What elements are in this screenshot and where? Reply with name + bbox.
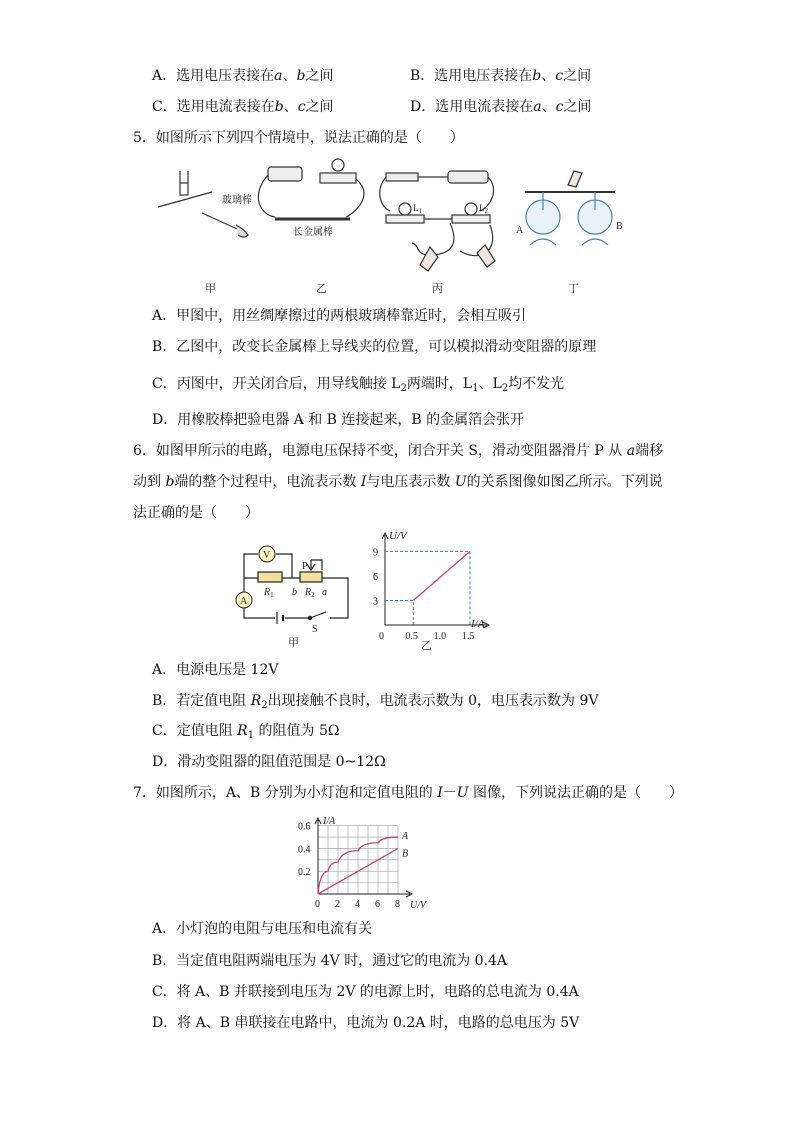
q6-circuit — [230, 540, 360, 650]
q6-circuit-S: S — [312, 624, 318, 635]
q5-caption-ding: 丁 — [568, 283, 579, 295]
q7-option-c: C．将 A、B 并联接到电压为 2V 的电源上时，电路的总电流为 0.4A — [152, 984, 579, 1000]
q4-a-var1: a — [274, 68, 283, 84]
q4-option-c — [152, 97, 334, 117]
q6-l2-pre: 动到 — [133, 474, 166, 490]
q4-d-text: D．选用电流表接在 — [410, 99, 534, 115]
q4-b-var1: b — [532, 68, 542, 84]
q7-option-d: D．将 A、B 串联接在电路中，电流为 0.2A 时，电路的总电压为 5V — [152, 1015, 580, 1031]
q6-l1-pre: 6．如图甲所示的电路，电源电压保持不变，闭合开关 S，滑动变阻器滑片 P 从 — [133, 443, 627, 459]
q5-c-sep: 、L — [478, 376, 502, 392]
q6-graph — [365, 525, 495, 655]
q6-b-sub: 2 — [261, 700, 268, 711]
q6-xtick-label: 1.0 — [433, 631, 447, 642]
q6-ylabel: U/V — [389, 530, 407, 542]
q6-circuit-caption: 甲 — [288, 637, 299, 649]
q7-series-label: A — [402, 831, 409, 843]
q5-fig-yi — [258, 159, 364, 219]
q6-l2-mid2: 与电压表示数 — [366, 474, 455, 490]
q6-ytick-label: 3 — [373, 596, 378, 608]
q6-b-R: R — [250, 693, 262, 709]
q6-circuit-R2: $R_2$ — [305, 587, 315, 599]
q5-caption-yi: 乙 — [316, 283, 327, 295]
q6-option-c — [152, 721, 340, 746]
q7-stem — [133, 783, 683, 803]
q5-fig-L1: $L_1$ — [413, 203, 422, 215]
q7-ytick-label: 0.6 — [298, 821, 311, 833]
q4-a-sep: 、 — [282, 68, 297, 84]
q5-c-sub2: 2 — [400, 383, 407, 394]
q6-c-pre: C．定值电阻 — [152, 723, 238, 739]
q6-stem-line2 — [133, 472, 663, 492]
q5-option-d: D．用橡胶棒把验电器 A 和 B 连接起来，B 的金属箔会张开 — [152, 412, 525, 428]
q4-d-var1: a — [533, 99, 542, 115]
q5-option-a: A．甲图中，用丝绸摩擦过的两根玻璃棒靠近时，会相互吸引 — [152, 308, 527, 324]
q6-c-sub: 1 — [247, 730, 255, 741]
q6-l2-b: b — [165, 474, 175, 490]
q5-c-pre: C．丙图中，开关闭合后，用导线触接 L — [152, 376, 401, 392]
q7-ytick-label: 0.2 — [298, 867, 311, 879]
q7-stem-pre: 7．如图所示，A、B 分别为小灯泡和定值电阻的 — [133, 785, 438, 801]
q4-a-var2: b — [296, 68, 306, 84]
q5-fig-B: B — [616, 221, 623, 232]
q7-graph — [295, 812, 440, 912]
q6-ytick-label: 6 — [373, 571, 378, 583]
q6-l2-U: U — [454, 474, 467, 490]
q6-stem-line1 — [133, 441, 663, 461]
q4-c-sep: 、 — [283, 99, 298, 115]
q6-graph-caption: 乙 — [421, 640, 432, 652]
q6-option-d: D．滑动变阻器的阻值范围是 0~12Ω — [152, 754, 386, 770]
q4-option-a — [152, 66, 333, 86]
q6-xtick-label: 0 — [379, 631, 384, 642]
q6-xtick-label: 1.5 — [462, 631, 475, 642]
q5-fig-bing — [380, 171, 495, 271]
q6-l2-post: 的关系图像如图乙所示。下列说 — [466, 474, 663, 490]
q6-option-a: A．电源电压是 12V — [152, 662, 279, 678]
q4-a-post: 之间 — [305, 68, 334, 84]
q6-c-post: 的阻值为 5Ω — [254, 723, 340, 739]
q4-c-text: C．选用电流表接在 — [152, 99, 275, 115]
q6-l1-a: a — [626, 443, 636, 459]
q5-caption-jia: 甲 — [205, 283, 216, 295]
q7-option-a: A．小灯泡的电阻与电压和电流有关 — [152, 921, 373, 937]
q4-d-var2: c — [555, 99, 564, 115]
q7-ylabel: I/A — [323, 816, 336, 827]
q4-a-text: A．选用电压表接在 — [152, 68, 275, 84]
q5-fig-ding — [525, 171, 615, 245]
q5-fig-L2: $L_2$ — [479, 203, 488, 215]
q6-b-post: 出现接触不良时，电流表示数为 0，电压表示数为 9V — [267, 693, 599, 709]
q7-xtick-label: 0 — [315, 899, 320, 910]
q4-b-var2: c — [555, 68, 564, 84]
q7-stem-dash: － — [442, 785, 457, 801]
q6-data-line — [413, 551, 470, 600]
q5-c-sub3: 2 — [501, 383, 509, 394]
q6-guide-line — [385, 600, 413, 625]
q5-fig-yi-label: 长金属棒 — [293, 227, 333, 238]
q6-circuit-a: a — [322, 587, 327, 598]
q5-caption-bing: 丙 — [432, 283, 443, 295]
q7-stem-I: I — [437, 785, 443, 801]
q6-option-b — [152, 691, 599, 716]
q6-l2-I: I — [360, 474, 367, 490]
q4-b-sep: 、 — [541, 68, 556, 84]
q6-circuit-R1: $R_1$ — [264, 587, 274, 599]
q6-xtick-label: 0.5 — [405, 631, 418, 642]
q6-stem-line3: 法正确的是（ ） — [133, 505, 259, 521]
q4-d-post: 之间 — [563, 99, 592, 115]
q7-ytick-label: 0.4 — [298, 844, 311, 856]
q6-circuit-b: b — [292, 587, 297, 598]
q7-xtick-label: 8 — [395, 899, 400, 910]
q6-circuit-V: V — [263, 550, 271, 561]
q5-figure — [150, 155, 630, 297]
q7-stem-U: U — [456, 785, 469, 801]
q5-fig-jia-label: 玻璃棒 — [222, 195, 252, 206]
q5-fig-A: A — [516, 225, 524, 236]
q6-c-R: R — [237, 723, 248, 739]
q4-c-post: 之间 — [305, 99, 334, 115]
q6-circuit-A: A — [240, 596, 248, 607]
q4-option-d — [410, 97, 591, 117]
q5-c-sub1: 1 — [472, 383, 479, 394]
q5-option-b: B．乙图中，改变长金属棒上导线夹的位置，可以模拟滑动变阻器的原理 — [152, 339, 597, 355]
q7-series-label: B — [402, 848, 409, 860]
q6-circuit-P: P — [302, 561, 308, 572]
q4-option-b — [410, 66, 591, 86]
q6-ytick-label: 9 — [373, 547, 378, 559]
q4-b-text: B．选用电压表接在 — [410, 68, 533, 84]
q4-c-var2: c — [297, 99, 306, 115]
q5-c-post: 均不发光 — [508, 376, 565, 392]
q5-c-mid: 两端时，L — [406, 376, 473, 392]
q4-d-sep: 、 — [541, 99, 556, 115]
q7-xlabel: U/V — [410, 900, 427, 911]
q6-l1-post: 端移 — [635, 443, 664, 459]
q7-option-b: B．当定值电阻两端电压为 4V 时，通过它的电流为 0.4A — [152, 953, 508, 969]
q5-stem: 5．如图所示下列四个情境中，说法正确的是（ ） — [133, 130, 464, 146]
q7-xtick-label: 6 — [375, 899, 380, 910]
q6-l2-mid1: 端的整个过程中，电流表示数 — [174, 474, 361, 490]
q6-xlabel: I/A — [471, 618, 485, 630]
q7-xtick-label: 2 — [335, 899, 340, 910]
q7-xtick-label: 4 — [355, 899, 360, 910]
q4-b-post: 之间 — [563, 68, 592, 84]
q7-stem-post: 图像，下列说法正确的是（ ） — [468, 785, 684, 801]
q5-option-c — [152, 374, 564, 399]
q6-b-pre: B．若定值电阻 — [152, 693, 251, 709]
q4-c-var1: b — [274, 99, 284, 115]
